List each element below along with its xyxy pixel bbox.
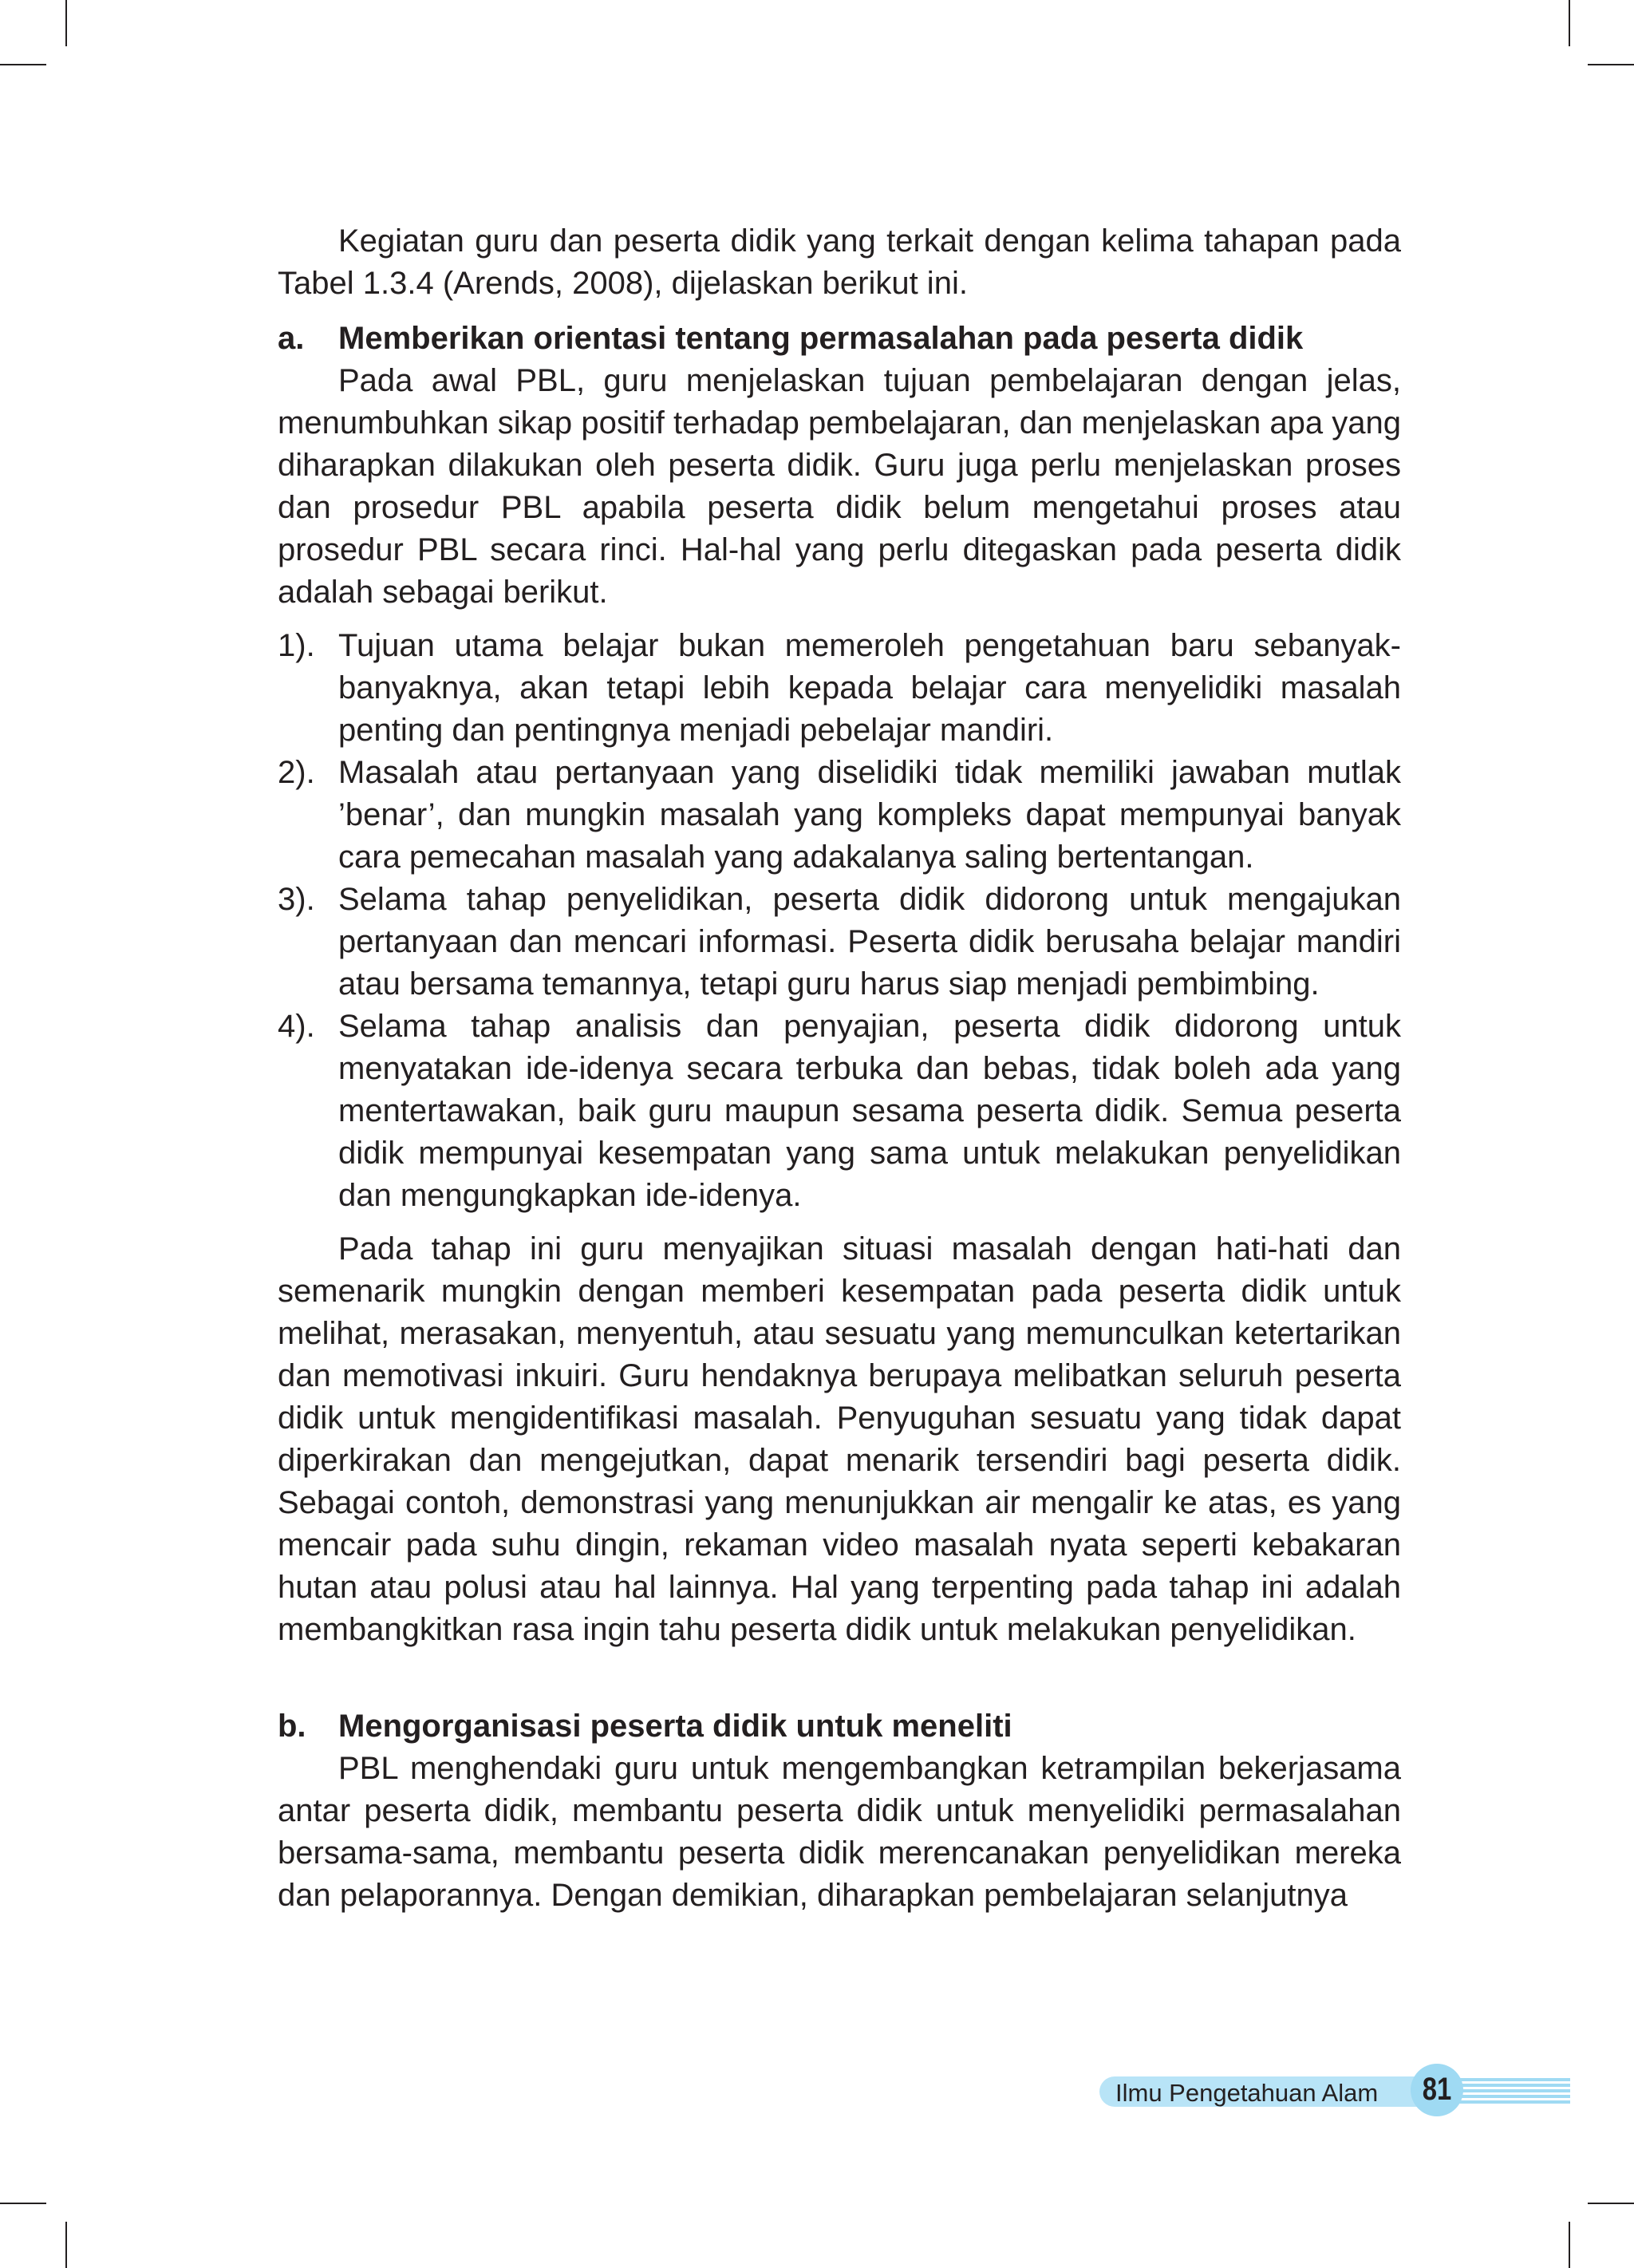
page-number: 81 <box>1422 2072 1452 2107</box>
crop-mark-bottom-right-vertical <box>1569 2222 1570 2268</box>
section-a-list <box>278 625 1401 1217</box>
list-item-number: 3). <box>278 882 315 917</box>
section-b-paragraph-1: PBL menghendaki guru untuk mengembangkan ketrampilan bekerjasama antar peserta didik, membantu peserta didik untuk menyelidiki permasalahan bersama-sama, membantu peserta didik merencanakan penyelidikan mereka dan pelaporannya. Dengan demikian, diharapkan pembelajaran selanjutnya <box>278 1751 1401 1913</box>
crop-mark-top-right-vertical <box>1569 0 1570 46</box>
page-footer <box>1099 2064 1570 2116</box>
section-b-label: b. <box>278 1709 306 1744</box>
list-item-text: Selama tahap analisis dan penyajian, peserta didik didorong untuk menyatakan ide-idenya secara terbuka dan bebas, tidak boleh ada yang mentertawakan, baik guru maupun sesama peserta didik. Semua peserta didik mempunyai kesempatan yang sama untuk melakukan penyelidikan dan mengungkapkan ide-idenya. <box>338 1009 1401 1213</box>
list-item-number: 2). <box>278 755 315 790</box>
section-b-title: Mengorganisasi peserta didik untuk meneliti <box>338 1709 1012 1744</box>
crop-mark-top-left-vertical <box>65 0 67 46</box>
page-content <box>278 220 1401 1917</box>
list-item <box>278 879 1401 1006</box>
list-item-text: Masalah atau pertanyaan yang diselidiki tidak memiliki jawaban mutlak ’benar’, dan mungkin masalah yang kompleks dapat mempunyai banyak cara pemecahan masalah yang adakalanya saling bertentangan. <box>338 755 1401 875</box>
footer-stripes <box>1450 2078 1570 2105</box>
intro-paragraph: Kegiatan guru dan peserta didik yang terkait dengan kelima tahapan pada Tabel 1.3.4 (Arends, 2008), dijelaskan berikut ini. <box>278 223 1401 301</box>
section-a-title: Memberikan orientasi tentang permasalahan pada peserta didik <box>338 321 1304 356</box>
crop-mark-bottom-right-horizontal <box>1588 2203 1634 2204</box>
list-item <box>278 625 1401 752</box>
crop-mark-bottom-left-horizontal <box>0 2203 46 2204</box>
list-item-number: 4). <box>278 1009 315 1044</box>
list-item-text: Tujuan utama belajar bukan memeroleh pengetahuan baru sebanyak-banyaknya, akan tetapi lebih kepada belajar cara menyelidiki masalah penting dan pentingnya menjadi pebelajar mandiri. <box>338 628 1401 748</box>
list-item <box>278 752 1401 879</box>
list-item <box>278 1006 1401 1217</box>
section-a-label: a. <box>278 321 305 356</box>
crop-mark-top-right-horizontal <box>1588 64 1634 65</box>
list-item-number: 1). <box>278 628 315 663</box>
section-a-paragraph-2: Pada tahap ini guru menyajikan situasi masalah dengan hati-hati dan semenarik mungkin dengan memberi kesempatan pada peserta didik untuk melihat, merasakan, menyentuh, atau sesuatu yang memunculkan ketertarikan dan memotivasi inkuiri. Guru hendaknya berupaya melibatkan seluruh peserta didik untuk mengidentifikasi masalah. Penyuguhan sesuatu yang tidak dapat diperkirakan dan mengejutkan, dapat menarik tersendiri bagi peserta didik. Sebagai contoh, demonstrasi yang menunjukkan air mengalir ke atas, es yang mencair pada suhu dingin, rekaman video masalah nyata seperti kebakaran hutan atau polusi atau hal lainnya. Hal yang terpenting pada tahap ini adalah membangkitkan rasa ingin tahu peserta didik untuk melakukan penyelidikan. <box>278 1231 1401 1647</box>
list-item-text: Selama tahap penyelidikan, peserta didik didorong untuk mengajukan pertanyaan dan mencari informasi. Peserta didik berusaha belajar mandiri atau bersama temannya, tetapi guru harus siap menjadi pembimbing. <box>338 882 1401 1002</box>
footer-book-title: Ilmu Pengetahuan Alam <box>1115 2079 1379 2107</box>
crop-mark-top-left-horizontal <box>0 64 46 65</box>
section-b-heading <box>278 1705 1401 1748</box>
section-a-paragraph-1: Pada awal PBL, guru menjelaskan tujuan pembelajaran dengan jelas, menumbuhkan sikap positif terhadap pembelajaran, dan menjelaskan apa yang diharapkan dilakukan oleh peserta didik. Guru juga perlu menjelaskan proses dan prosedur PBL apabila peserta didik belum mengetahui proses atau prosedur PBL secara rinci. Hal-hal yang perlu ditegaskan pada peserta didik adalah sebagai berikut. <box>278 363 1401 610</box>
section-a-heading <box>278 318 1401 360</box>
crop-mark-bottom-left-vertical <box>65 2222 67 2268</box>
